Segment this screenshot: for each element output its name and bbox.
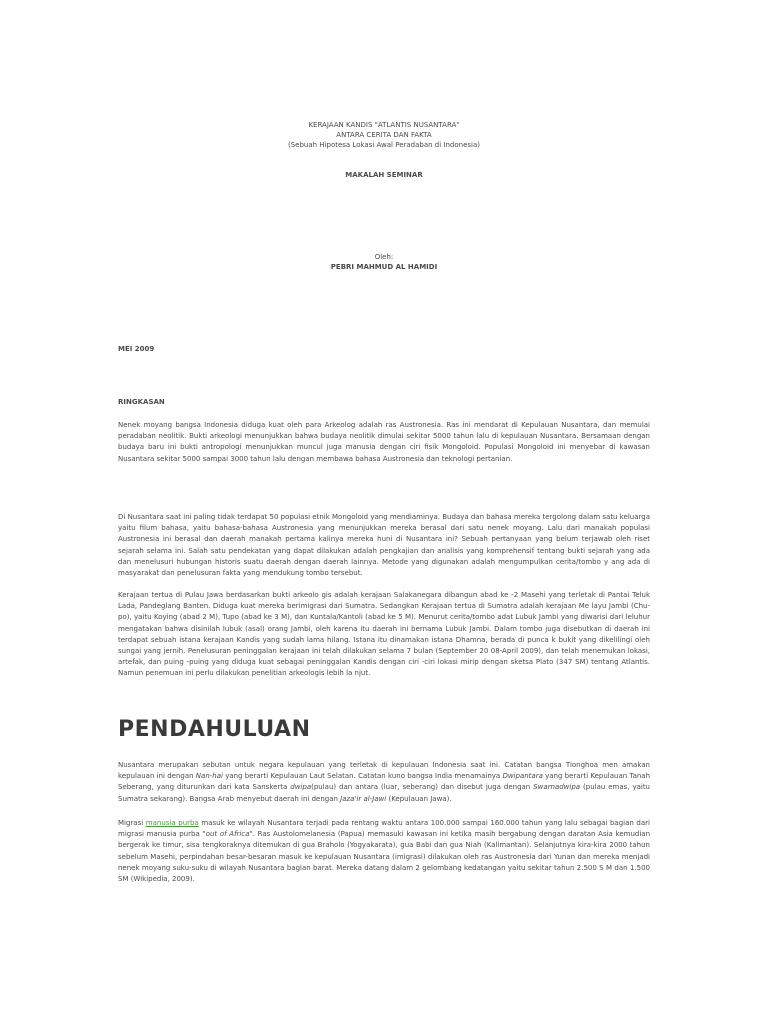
document-title — [0, 120, 768, 150]
text-segment: (Kepulauan Jawa). — [386, 794, 452, 803]
seminar-label: MAKALAH SEMINAR — [345, 171, 423, 179]
paragraph-ringkasan-3: Kerajaan tertua di Pulau Jawa berdasarkan bukti arkeolo gis adalah kerajaan Salakanegara dibangun abad ke -2 Masehi yang terletak di Pantai Teluk Lada, Pandeglang Banten. Diduga kuat mereka berimigrasi dari Sumatra. Sedangkan Kerajaan tertua di Sumatra adalah kerajaan Me layu Jambi (Chu-po), yaitu Koying (abad 2 M), Tupo (abad ke 3 M), dan Kuntala/Kantoli (abad ke 5 M). Menurut cerita/tombo adat Lubuk Jambi yang diwarisi dari leluhur mengatakan bahwa disinilah lubuk (asal) orang Jambi, oleh karena itu daerah ini bernama Lubuk Jambi. Dalam tombo juga disebutkan di daerah ini terdapat sebuah istana kerajaan Kandis yang sudah lama hilang. Istana itu dinamakan istana Dhamna, berada di punca k bukit yang dikelilingi oleh sungai yang jernih. Penelusuran peninggalan kerajaan ini telah dilakukan selama 7 bulan (September 20 08-April 2009), dan telah menemukan lokasi, artefak, dan puing -puing yang diduga kuat sebagai peninggalan Kandis dengan ciri -ciri lokasi mirip dengan sketsa Plato (347 SM) tentang Atlantis. Namun penemuan ini perlu dilakukan penelitian arkeologis lebih la njut. — [118, 591, 650, 678]
paragraph-ringkasan-1: Nenek moyang bangsa Indonesia diduga kuat oleh para Arkeolog adalah ras Austronesia. Ras ini mendarat di Kepulauan Nusantara, dan memulai peradaban neolitik. Bukti arkeologi menunjukkan bahwa budaya neolitik dimulai sekitar 5000 tahun lalu di kepulauan Nusantara. Bersamaan dengan budaya baru ini bukti antropologi menunjukkan muncul juga manusia dengan ciri fisik Mongoloid. Populasi Mongoloid ini menyebar di kawasan Nusantara sekitar 5000 sampai 3000 tahun lalu dengan membawa bahasa Austronesia dan teknologi pertanian. — [118, 421, 650, 463]
italic-term: dwipa — [290, 783, 312, 792]
text-segment: yang berarti Kepulauan Laut Selatan. Catatan kuno bangsa India menamainya — [222, 772, 503, 781]
text-segment: masuk ke wilayah Nusantara terjadi pada rentang waktu antara 100.000 sampai 160.000 tahun yang lalu sebagai bagian dari migrasi manusia purba " — [118, 819, 650, 839]
paragraph-pendahuluan-2 — [118, 818, 650, 885]
author-label: Oleh: — [374, 253, 394, 261]
manusia-purba-link[interactable]: manusia purba — [145, 819, 199, 827]
title-line-2: ANTARA CERITA DAN FAKTA — [336, 131, 432, 139]
paragraph-pendahuluan-1 — [118, 760, 650, 805]
italic-term: Nan-hai — [195, 772, 223, 781]
italic-term: out of Africa — [205, 830, 250, 839]
title-line-1: KERAJAAN KANDIS "ATLANTIS NUSANTARA" — [308, 121, 460, 129]
text-segment: yang berarti Kepulauan Tanah Seberang, yang diturunkan dari kata Sanskerta — [118, 772, 651, 792]
paragraph-ringkasan-2: Di Nusantara saat ini paling tidak terdapat 50 populasi etnik Mongoloid yang mendiaminya. Budaya dan bahasa mereka tergolong dalam satu keluarga yaitu filum bahasa, yaitu bahasa-bahasa Austronesia yang menunjukkan mereka berasal dari satu nenek moyang. Lalu dari manakah populasi Austronesia ini berasal dan daerah manakah pertama kalinya mereka huni di Nusantara ini? Sebuah pertanyaan yang belum terjawab oleh riset sejarah selama ini. Salah satu pendekatan yang dapat dilakukan adalah pengkajian dan analisis yang komprehensif tentang bukti sejarah yang ada dan menelusuri hubungan historis suatu daerah dengan daerah lainnya. Metode yang digunakan adalah mengumpulkan cerita/tombo y ang ada di masyarakat dan penelusuran fakta yang mendukung tombo tersebut. — [118, 513, 650, 578]
text-segment: (pulau) dan antara (luar, seberang) dan disebut juga dengan — [311, 783, 534, 792]
section-heading-pendahuluan: PENDAHULUAN — [118, 717, 311, 742]
italic-term: Jaza'ir al-Jawi — [340, 794, 387, 803]
text-segment: (pulau emas, yaitu Sumatra sekarang). Bangsa Arab menyebut daerah ini dengan — [118, 783, 650, 803]
text-segment: Migrasi — [118, 819, 146, 827]
document-date: MEI 2009 — [118, 345, 155, 353]
italic-term: Dwipantara — [502, 772, 543, 781]
italic-term: Swarnadwipa — [533, 783, 581, 792]
author-block — [0, 252, 768, 272]
author-name: PEBRI MAHMUD AL HAMIDI — [330, 263, 438, 271]
text-segment: Nusantara merupakan sebutan untuk negara kepulauan yang terletak di kepulauan Indonesia saat ini. Catatan bangsa Tionghoa men amakan kepulauan ini dengan — [118, 761, 650, 781]
section-heading-ringkasan: RINGKASAN — [118, 398, 165, 406]
text-segment: ". Ras Austolomelanesia (Papua) memasuki kawasan ini ketika masih bergabung dengan daratan Asia kemudian bergerak ke timur, sisa tengkoraknya ditemukan di gua Braholo (Yogyakarata), gua Babi dan gua Niah (Kalimantan). Selanjutnya kira-kira 2000 tahun sebelum Masehi, perpindahan besar-besaran masuk ke kepulauan Nusantara (imigrasi) dilakukan oleh ras Austronesia dari Yunan dan mereka menjadi nenek moyang suku-suku di wilayah Nusantara bagian barat. Mereka datang dalam 2 gelombang kedatangan yaitu sekitar tahun 2.500 S M dan 1.500 SM (Wikipedia, 2009). — [118, 830, 651, 884]
title-line-3: (Sebuah Hipotesa Lokasi Awal Peradaban di Indonesia) — [287, 141, 480, 149]
